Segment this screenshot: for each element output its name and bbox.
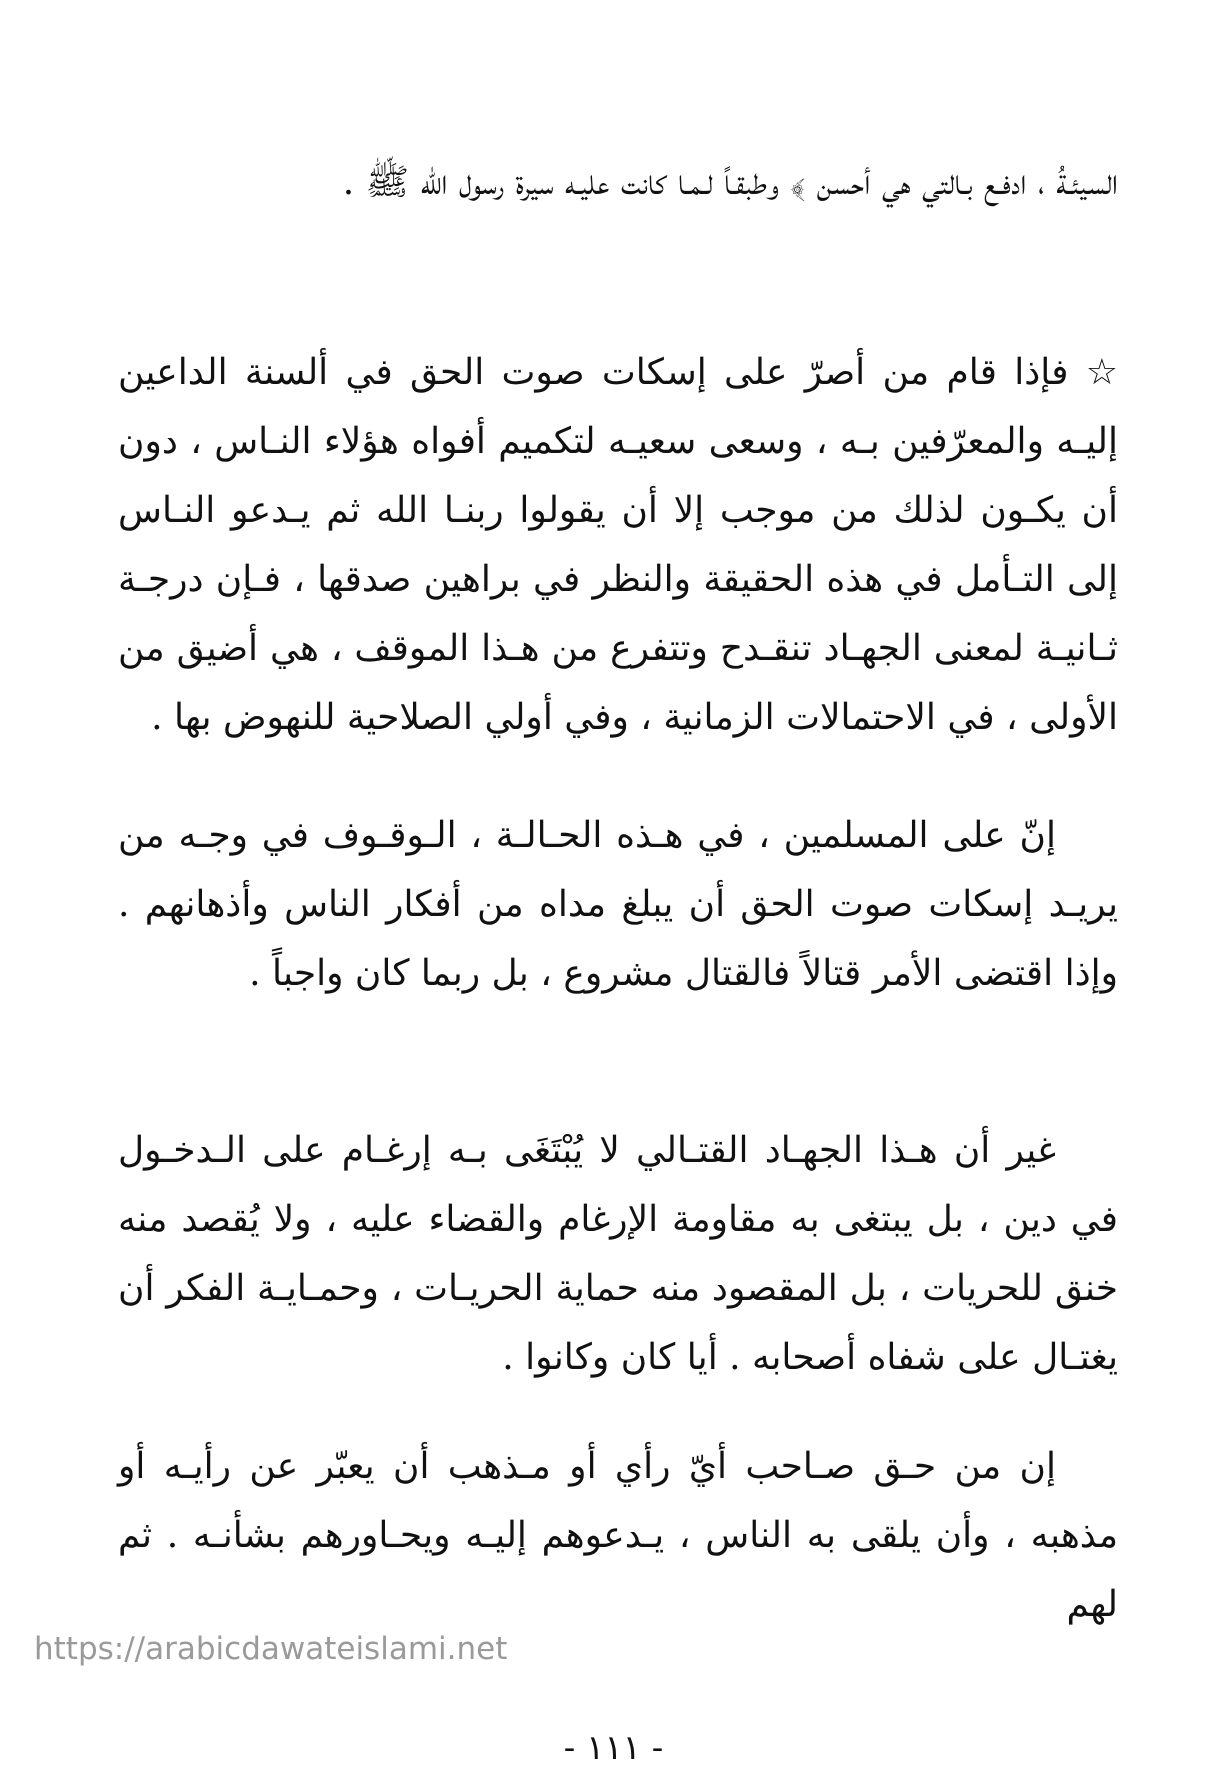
page-number: - ١١١ - (563, 1728, 664, 1768)
paragraph-5: إن من حـق صـاحب أيّ رأي أو مـذهب أن يعبّر عن رأيـه أو مذهبه ، وأن يلقى به الناس ، يـدعوهم إليـه ويحـاورهم بشأنـه . ثم لهم (118, 1446, 1118, 1625)
paragraph-4: غير أن هـذا الجهـاد القتـالي لا يُبْتَغَى بـه إرغـام على الـدخـول في دين ، بل يبتغى به مقاومة الإرغام والقضاء عليه ، ولا يُقصد منه خنق للحريات ، بل المقصود منه حماية الحريـات ، وحمـايـة الفكر أن يغتـال على شفاه أصحابه . أيا كان وكانوا . (118, 1130, 1119, 1378)
paragraph-1: السيئـةُ ، ادفـع بـالتي هي أحسن ﴾ وطبقـاً لـمـا كانت عليـه سيرة رسول الله ﷺ . (342, 162, 1118, 203)
watermark-url: https://arabicdawateislami.net (34, 1631, 508, 1667)
paragraph-2: ☆ فإذا قام من أصرّ على إسكات صوت الحق في ألسنة الداعين إليـه والمعرّفين بـه ، وسعى سعيـه لتكميم أفواه هؤلاء النـاس ، دون أن يكـون لذلك من موجب إلا أن يقولوا ربنـا الله ثم يـدعو النـاس إلى التـأمل في هذه الحقيقة والنظر في براهين صدقها ، فـإن درجـة ثـانيـة لمعنى الجهـاد تنقـدح وتتفرع من هـذا الموقف ، هي أضيق من الأولى ، في الاحتمالات الزمانية ، وفي أولي الصلاحية للنهوض بها . (118, 352, 1118, 738)
paragraph-3: إنّ على المسلمين ، في هـذه الحـالـة ، الـوقـوف في وجـه من يريـد إسكات صوت الحق أن يبلغ مداه من أفكار الناس وأذهانهم . وإذا اقتضى الأمر قتالاً فالقتال مشروع ، بل ربما كان واجباً . (118, 815, 1118, 994)
